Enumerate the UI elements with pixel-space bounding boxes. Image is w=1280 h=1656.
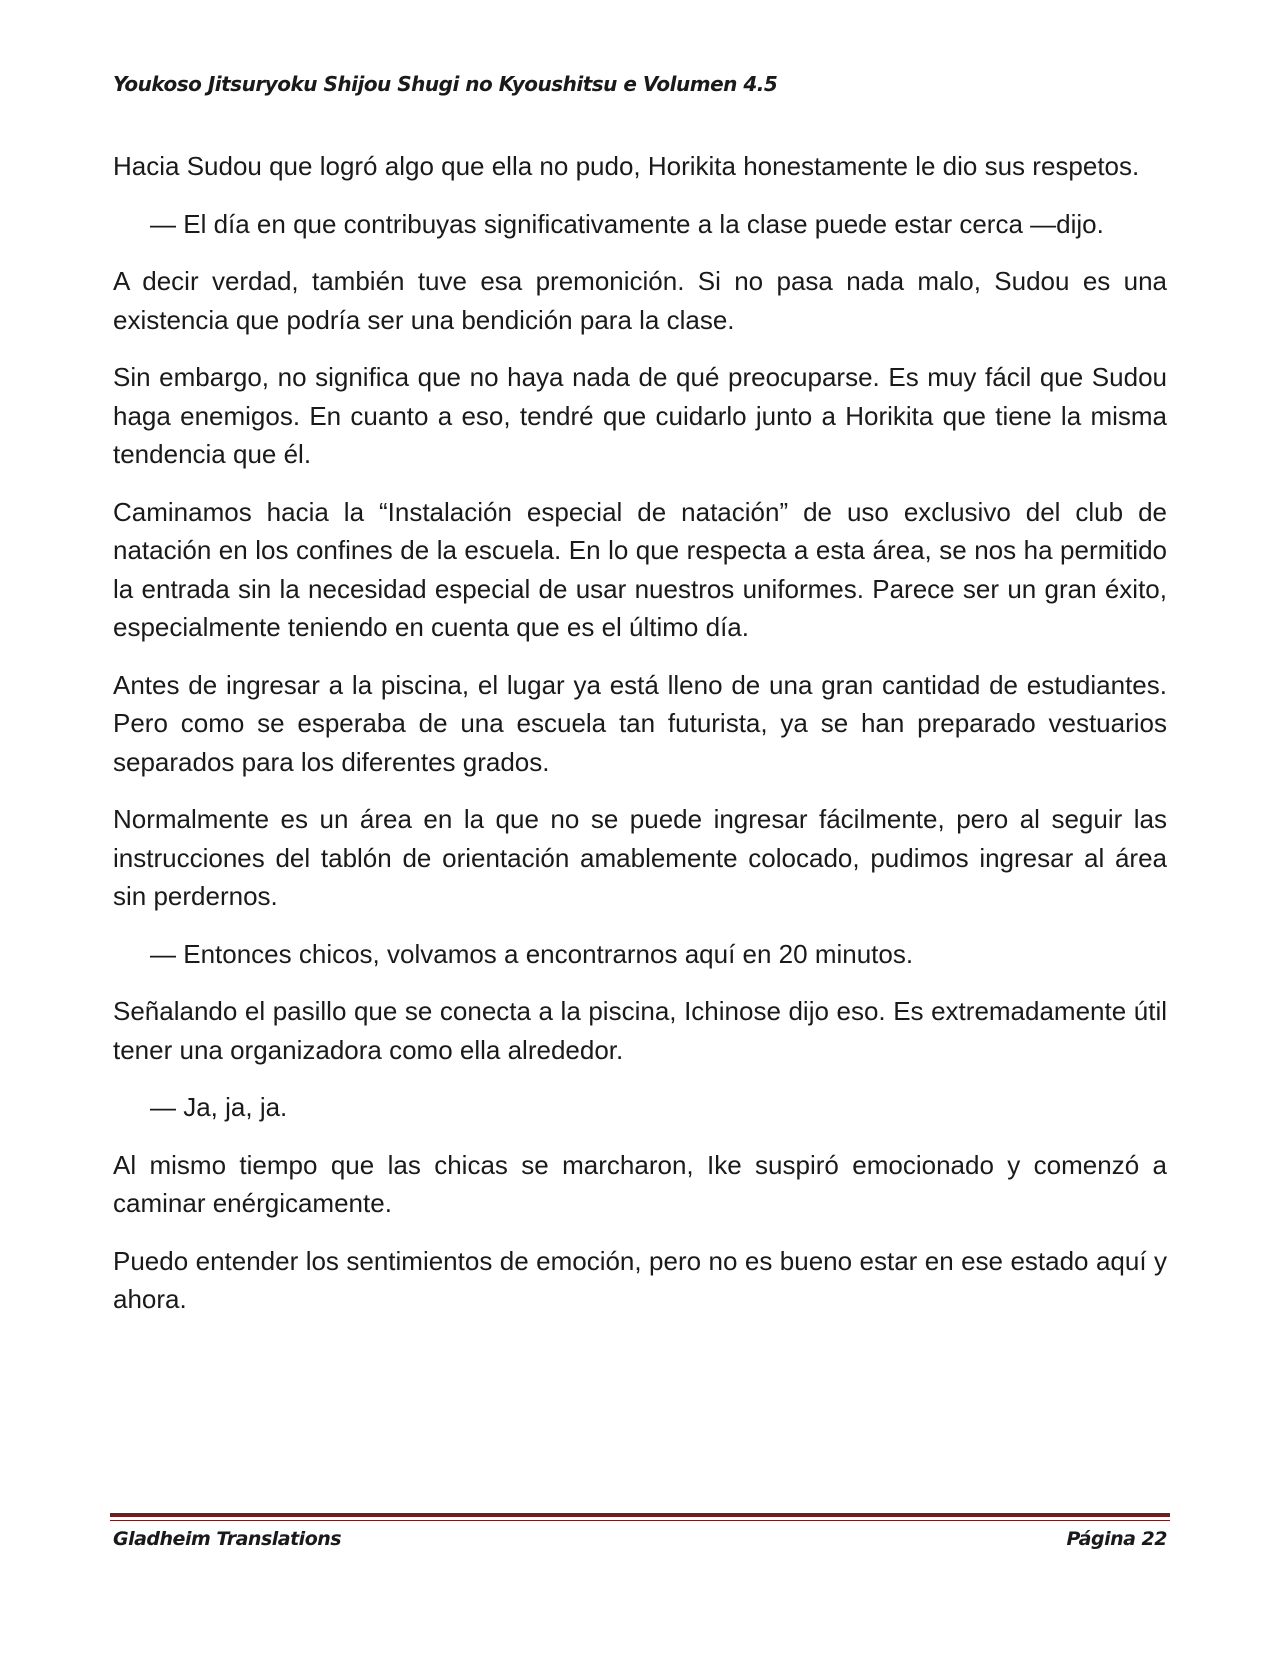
paragraph: Caminamos hacia la “Instalación especial de natación” de uso exclusivo del club de natación en los confines de la escuela. En lo que respecta a esta área, se nos ha permitido la entrada sin la necesidad especial de usar nuestros uniformes. Parece ser un gran éxito, especialmente teniendo en cuenta que es el último día. (113, 496, 1167, 642)
dialogue-line: — El día en que contribuyas significativamente a la clase puede estar cerca —dijo. (150, 208, 1104, 239)
footer-divider-thin (110, 1520, 1170, 1521)
paragraph: Señalando el pasillo que se conecta a la piscina, Ichinose dijo eso. Es extremadamente útil tener una organizadora como ella alrededor. (113, 996, 1167, 1065)
dialogue-line: — Ja, ja, ja. (150, 1092, 288, 1122)
paragraph: Al mismo tiempo que las chicas se marcharon, Ike suspiró emocionado y comenzó a caminar enérgicamente. (113, 1149, 1167, 1218)
paragraph: Puedo entender los sentimientos de emoción, pero no es bueno estar en ese estado aquí y ahora. (113, 1245, 1167, 1314)
paragraph: Sin embargo, no significa que no haya nada de qué preocuparse. Es muy fácil que Sudou haga enemigos. En cuanto a eso, tendré que cuidarlo junto a Horikita que tiene la misma tendencia que él. (113, 362, 1167, 469)
page-header-title: Youkoso Jitsuryoku Shijou Shugi no Kyoushitsu e Volumen 4.5 (113, 72, 778, 96)
footer-credit: Gladheim Translations (113, 1528, 342, 1550)
dialogue-line: — Entonces chicos, volvamos a encontrarnos aquí en 20 minutos. (150, 938, 914, 969)
page-number: Página 22 (1066, 1528, 1167, 1550)
footer-divider (110, 1513, 1170, 1517)
paragraph: A decir verdad, también tuve esa premonición. Si no pasa nada malo, Sudou es una existencia que podría ser una bendición para la clase. (113, 266, 1167, 335)
page-body (113, 147, 1167, 1338)
paragraph: Antes de ingresar a la piscina, el lugar ya está lleno de una gran cantidad de estudiantes. Pero como se esperaba de una escuela tan futurista, ya se han preparado vestuarios separados para los diferentes grados. (113, 669, 1167, 777)
paragraph: Hacia Sudou que logró algo que ella no pudo, Horikita honestamente le dio sus respetos. (113, 151, 1140, 181)
paragraph: Normalmente es un área en la que no se puede ingresar fácilmente, pero al seguir las instrucciones del tablón de orientación amablemente colocado, pudimos ingresar al área sin perdernos. (113, 804, 1167, 911)
